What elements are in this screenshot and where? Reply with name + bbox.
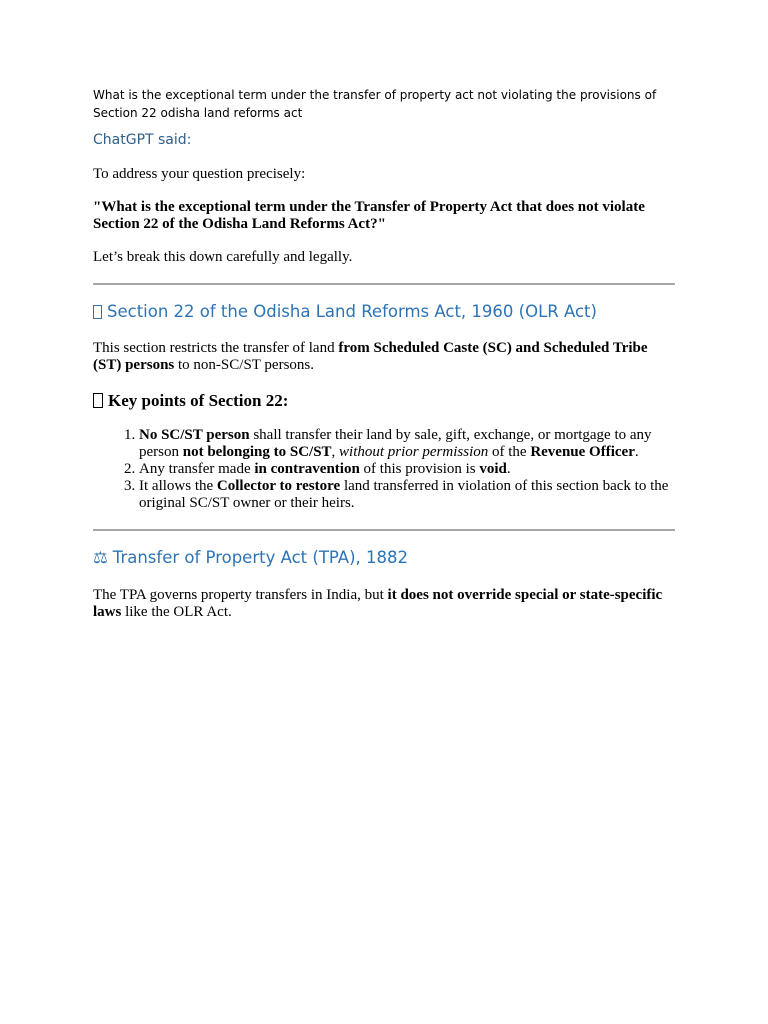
missing-glyph-box-icon <box>93 301 102 323</box>
text-run: The TPA governs property transfers in India, but <box>93 587 388 603</box>
text-run: shall transfer their land by sale, gift, exchange, or mortgage to any person <box>139 427 652 460</box>
section-divider <box>93 283 675 285</box>
missing-glyph-box-icon <box>93 393 103 408</box>
intro-text: To address your question precisely: <box>93 166 306 182</box>
section-22-heading-text: Section 22 of the Odisha Land Reforms Act, 1960 (OLR Act) <box>107 302 597 321</box>
section-divider <box>93 529 675 531</box>
key-points-heading-text: Key points of Section 22: <box>108 391 289 410</box>
text-run: Any transfer made <box>139 461 255 477</box>
text-run: to non-SC/ST persons. <box>174 357 315 373</box>
bold-run: in contravention <box>254 461 360 477</box>
key-points-heading <box>93 391 675 411</box>
section-22-paragraph <box>93 340 675 374</box>
restated-question-text: "What is the exceptional term under the Transfer of Property Act that does not violate Section 22 of the Odisha Land Reforms Act?" <box>93 199 645 232</box>
text-run: . <box>634 444 639 460</box>
key-points-list <box>93 427 675 512</box>
restated-question <box>93 199 675 233</box>
tpa-heading <box>93 547 675 569</box>
list-item <box>139 478 675 512</box>
bold-run: No SC/ST person <box>139 427 250 443</box>
text-run: It allows the <box>139 478 217 494</box>
breakdown-text: Let’s break this down carefully and legally. <box>93 249 353 265</box>
list-item <box>139 427 675 461</box>
text-run: , <box>331 444 340 460</box>
bold-run: Revenue Officer <box>530 444 635 460</box>
text-run: of the <box>488 444 531 460</box>
text-run: like the OLR Act. <box>121 604 232 620</box>
bold-run: it does not override special or state-specific laws <box>93 587 663 620</box>
text-run: This section restricts the transfer of land <box>93 340 339 356</box>
section-22-heading <box>93 301 675 323</box>
italic-run: without prior permission <box>339 444 489 460</box>
user-question: What is the exceptional term under the transfer of property act not violating the provisions of Section 22 odisha land reforms act <box>93 88 657 120</box>
bold-run: void <box>479 461 507 477</box>
document-page <box>93 86 675 621</box>
chatgpt-label: ChatGPT said: <box>93 132 192 148</box>
scales-icon: ⚖ <box>93 548 108 567</box>
bold-run: from Scheduled Caste (SC) and Scheduled Tribe (ST) persons <box>93 340 648 373</box>
text-run: . <box>506 461 511 477</box>
bold-run: Collector to restore <box>216 478 341 494</box>
bold-run: not belonging to SC/ST <box>182 444 332 460</box>
tpa-heading-text: Transfer of Property Act (TPA), 1882 <box>112 548 409 567</box>
tpa-paragraph <box>93 587 675 621</box>
text-run: of this provision is <box>359 461 480 477</box>
list-item <box>139 461 675 478</box>
text-run: land transferred in violation of this section back to the original SC/ST owner or their heirs. <box>139 478 669 511</box>
